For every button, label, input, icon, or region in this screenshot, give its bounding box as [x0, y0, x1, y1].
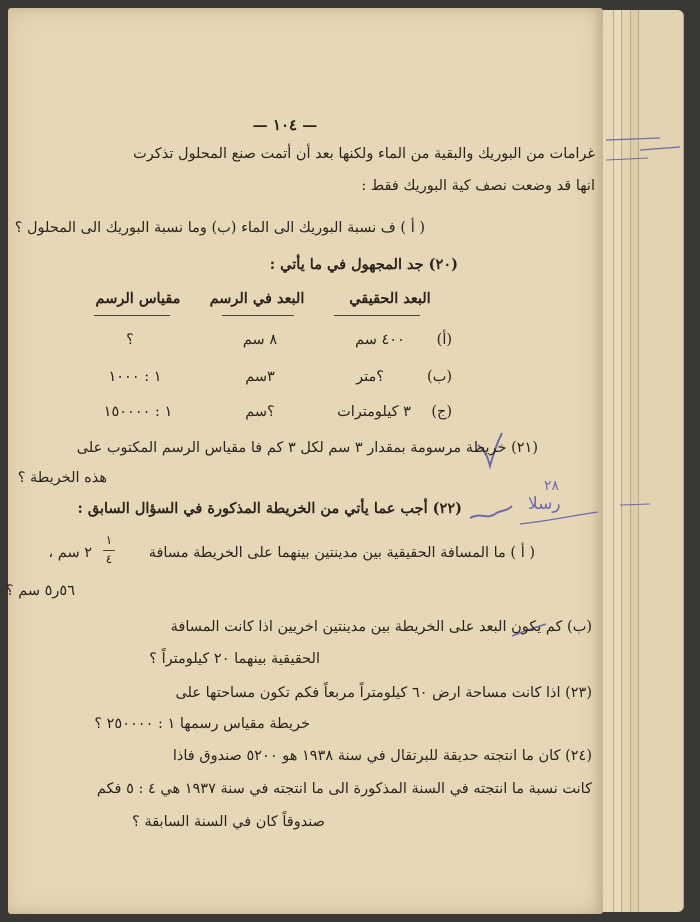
- q24-line-1: (٢٤) كان ما انتجته حديقة للبرتقال في سنة ١٩٣٨ هو ٥٢٠٠ صندوق فاذا: [172, 748, 592, 764]
- row-a-actual: ٤٠٠ سم: [355, 332, 405, 348]
- edge-pen-stroke: [640, 147, 680, 150]
- intro-line-2: انها قد وضعت نصف كية البوريك فقط :: [361, 178, 595, 194]
- row-b-label: (ب): [427, 369, 452, 385]
- q24-line-2: كانت نسبة ما انتجته في السنة المذكورة الى ما انتجته في سنة ١٩٣٧ هي ٤ : ٥ فكم: [96, 781, 592, 797]
- q22-a-line-1: ( أ ) ما المسافة الحقيقية بين مدينتين بينهما على الخريطة مسافة: [148, 545, 535, 561]
- fraction-numerator: ١: [105, 533, 113, 547]
- edge-pen-stroke: [620, 504, 650, 505]
- row-a-label: (أ): [436, 332, 452, 348]
- edge-pen-stroke: [606, 158, 648, 160]
- q20-header-drawing: البعد في الرسم: [209, 290, 305, 307]
- row-c-drawing: ؟سم: [245, 404, 275, 420]
- row-a-scale: ؟: [126, 332, 134, 348]
- scribble-q22: [470, 506, 512, 518]
- row-b-actual: ؟متر: [356, 369, 384, 385]
- row-b-scale: ١ : ١٠٠٠: [108, 369, 162, 385]
- q22-b-line-1: (ب) كم يكون البعد على الخريطة بين مدينتين اخريين اذا كانت المسافة: [170, 619, 592, 635]
- question-a-line: ( أ ) ف نسبة البوريك الى الماء (ب) وما نسبة البوريك الى المحلول ؟: [14, 220, 425, 236]
- row-a-drawing: ٨ سم: [242, 332, 278, 348]
- q22-a-line-1-end: ٢ سم ،: [48, 545, 92, 561]
- q24-line-3: صندوقاً كان في السنة السابقة ؟: [132, 814, 325, 830]
- fraction-denominator: ٤: [105, 552, 113, 566]
- q21-line-2: هذه الخريطة ؟: [17, 470, 107, 486]
- handwritten-word: رسلا: [528, 494, 561, 514]
- header-underline: [222, 315, 294, 316]
- q20-title: (٢٠) جد المجهول في ما يأتي :: [269, 256, 458, 273]
- intro-line-1: غرامات من البوريك والبقية من الماء ولكنها بعد أن أتمت صنع المحلول تذكرت: [133, 146, 595, 162]
- q20-header-actual: البعد الحقيقي: [349, 290, 431, 307]
- q22-b-line-2: الحقيقية بينهما ٢٠ كيلومتراً ؟: [149, 651, 320, 667]
- q22-title: (٢٢) أجب عما يأتي من الخريطة المذكورة في السؤال السابق :: [77, 500, 462, 517]
- edge-pen-stroke: [606, 138, 660, 140]
- header-underline: [334, 315, 420, 316]
- q23-line-1: (٢٣) اذا كانت مساحة ارض ٦٠ كيلومتراً مربعاً فكم تكون مساحتها على: [175, 685, 592, 701]
- row-c-actual: ٣ كيلومترات: [337, 404, 411, 420]
- row-b-drawing: ٣سم: [245, 369, 275, 385]
- row-c-scale: ١ : ١٥٠٠٠٠: [103, 404, 173, 420]
- q21-line-1: (٢١) خريطة مرسومة بمقدار ٣ سم لكل ٣ كم فا مقياس الرسم المكتوب على: [76, 440, 538, 456]
- fraction-bar: [103, 550, 115, 551]
- handwritten-number: ٢٨: [544, 478, 560, 494]
- q22-a-line-2: ٥٦ر٥ سم ؟: [5, 583, 75, 599]
- q23-line-2: خريطة مقياس رسمها ١ : ٢٥٠٠٠٠ ؟: [94, 716, 310, 732]
- page-number: — ١٠٤ —: [252, 116, 318, 134]
- header-underline: [94, 315, 170, 316]
- row-c-label: (ج): [431, 404, 452, 420]
- q20-header-scale: مقياس الرسم: [95, 290, 181, 307]
